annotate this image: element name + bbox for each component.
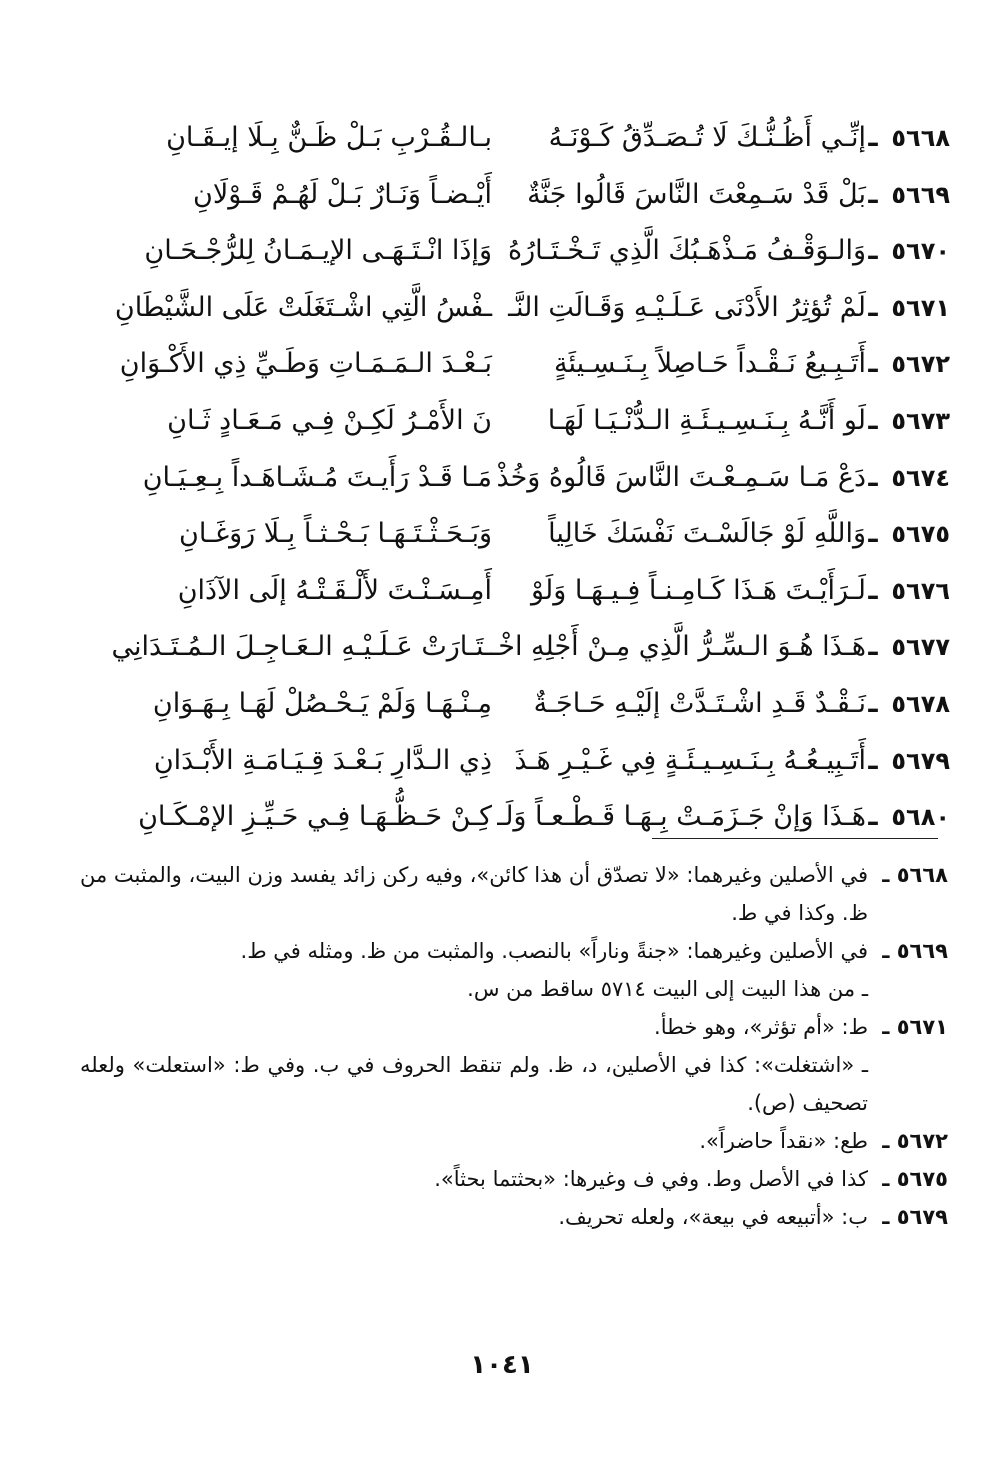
verse-number: ٥٦٧٠ xyxy=(891,237,950,266)
second-hemistich: وَبَـحَـثْـتَـهَـا بَـحْـثـاً بِـلَا رَوَغَـانِ xyxy=(179,518,492,550)
verse-separator: ـ xyxy=(868,574,878,606)
second-hemistich: مَـا قَـدْ رَأَيـتَ مُـشَـاهَـداً بِـعِـيَـانِ xyxy=(142,461,492,493)
footnote xyxy=(80,1122,948,1160)
footnote xyxy=(80,856,948,932)
footnote-number: ٥٦٧٢ ـ xyxy=(882,1129,948,1153)
verse-line xyxy=(70,344,950,401)
second-hemistich: بَـعْـدَ الـمَـمَـاتِ وَطَـيِّ ذِي الأَكْـوَانِ xyxy=(119,348,492,380)
verse-number: ٥٦٧٣ xyxy=(891,406,950,435)
verse-number: ٥٦٦٩ xyxy=(891,180,950,209)
verse-separator: ـ xyxy=(868,518,878,550)
first-hemistich: بَلْ قَدْ سَـمِعْتَ النَّاسَ قَالُوا جَنَّةٌ xyxy=(527,178,866,210)
second-hemistich: ذِي الـدَّارِ بَـعْـدَ قِـيَـامَـةِ الأَبْـدَانِ xyxy=(153,744,492,776)
verse-line xyxy=(70,118,950,175)
verse-number: ٥٦٨٠ xyxy=(891,803,950,832)
verse-separator: ـ xyxy=(868,631,878,663)
verse-separator: ـ xyxy=(868,348,878,380)
verse-separator: ـ xyxy=(868,687,878,719)
verse-line xyxy=(70,514,950,571)
second-hemistich: أَمِـسَـنْـتَ لأَلْـقَـتْـهُ إلَى الآذَانِ xyxy=(177,574,492,606)
footnote-text: ط: «أم تؤثر»، وهو خطأ. xyxy=(654,1015,868,1039)
verse-block xyxy=(70,118,950,854)
footnote-text: ـ «اشتغلت»: كذا في الأصلين، د، ظ. ولم تنقط الحروف في ب. وفي ط: «استعلت» ولعله تصحيف (ص). xyxy=(80,1053,868,1115)
verse-line xyxy=(70,797,950,854)
verse-line xyxy=(70,175,950,232)
footnote-divider xyxy=(652,838,938,839)
second-hemistich: وَإذَا انْـتَـهَـى الإيـمَـانُ لِلرُّجْـحَـانِ xyxy=(144,235,492,267)
first-hemistich: لَمْ تُؤثِرُ الأَدْنَى عَـلَـيْـهِ وَقَـالَتِ النَّـ xyxy=(508,291,866,323)
verse-line xyxy=(70,401,950,458)
first-hemistich: لَـرَأَيْـتَ هَـذَا كَـامِـنـاً فِـيـهَـا وَلَوْ xyxy=(531,574,866,606)
verse-separator: ـ xyxy=(868,801,878,833)
second-hemistich: نَ الأَمْـرُ لَكِـنْ فِـي مَـعَـادٍ ثَـانِ xyxy=(167,404,492,436)
first-hemistich: أَتَـبِـيعُ نَـقْـداً حَـاصِلاً بِـنَـسِـيئَةٍ xyxy=(553,348,866,380)
verse-number: ٥٦٧٨ xyxy=(891,689,950,718)
verse-separator: ـ xyxy=(868,178,878,210)
verse-line xyxy=(70,741,950,798)
verse-number: ٥٦٦٨ xyxy=(891,124,950,152)
verse-number: ٥٦٧٩ xyxy=(891,746,950,775)
verse-line xyxy=(70,458,950,515)
footnote xyxy=(80,932,948,970)
footnote-text: في الأصلين وغيرهما: «لا تصدّق أن هذا كائن»، وفيه ركن زائد يفسد وزن البيت، والمثبت من ظ. وكذا في ط. xyxy=(80,863,868,925)
first-hemistich: هَـذَا هُـوَ الـسِّـرُّ الَّذِي مِـنْ أَجْلِهِ اخْـ xyxy=(490,631,866,663)
verse-separator: ـ xyxy=(868,122,878,153)
second-hemistich: كِـنْ حَـظُّـهَـا فِـي حَـيِّـزِ الإمْـكَـانِ xyxy=(138,801,492,833)
verse-separator: ـ xyxy=(868,235,878,267)
verse-line xyxy=(70,231,950,288)
verse-line xyxy=(70,571,950,628)
verse-separator: ـ xyxy=(868,291,878,323)
second-hemistich: ـفْسُ الَّتِي اشْـتَغَلَتْ عَلَى الشَّيْطَانِ xyxy=(114,291,492,323)
verse-number: ٥٦٧٢ xyxy=(891,350,950,379)
footnote-number: ٥٦٧١ ـ xyxy=(882,1015,948,1039)
footnote xyxy=(80,1008,948,1046)
verse-separator: ـ xyxy=(868,744,878,776)
footnote-text: كذا في الأصل وط. وفي ف وغيرها: «بحثتما بحثاً». xyxy=(434,1167,868,1191)
first-hemistich: لَو أَنَّـهُ بِـنَـسِـيـئَـةِ الـدُّنْـيَـا لَهَـا xyxy=(547,404,866,436)
footnote-text: ـ من هذا البيت إلى البيت ٥٧١٤ ساقط من س. xyxy=(467,977,868,1001)
footnote-number: ٥٦٧٥ ـ xyxy=(882,1167,948,1191)
verse-number: ٥٦٧٧ xyxy=(891,633,950,662)
verse-line xyxy=(70,627,950,684)
first-hemistich: وَاللَّهِ لَوْ جَالَسْـتَ نَفْسَكَ خَالِياً xyxy=(548,518,866,550)
verse-number: ٥٦٧٥ xyxy=(891,520,950,549)
verse-separator: ـ xyxy=(868,461,878,493)
footnotes xyxy=(80,856,948,1236)
second-hemistich: أَيْـضـاً وَنَـارٌ بَـلْ لَهُـمْ قَـوْلَانِ xyxy=(193,178,492,210)
first-hemistich: وَالـوَقْـفُ مَـذْهَـبُكَ الَّذِي تَـخْـتَـارُهُ xyxy=(507,235,866,267)
footnote-text: ب: «أتبيعه في بيعة»، ولعله تحريف. xyxy=(558,1205,868,1229)
second-hemistich: بـالـقُـرْبِ بَـلْ ظَـنٌّ بِـلَا إيـقَـانِ xyxy=(166,122,492,153)
first-hemistich: نَـقْـدٌ قَـدِ اشْـتَـدَّتْ إلَيْـهِ حَـاجَـةٌ xyxy=(533,687,866,719)
verse-line xyxy=(70,684,950,741)
footnote-number: ٥٦٦٨ ـ xyxy=(882,863,948,887)
verse-number: ٥٦٧٦ xyxy=(891,576,950,605)
page-number: ١٠٤١ xyxy=(470,1350,534,1380)
footnote xyxy=(80,1198,948,1236)
first-hemistich: إنِّـي أَظُـنُّـكَ لَا تُـصَـدِّقُ كَـوْنَـهُ xyxy=(548,122,866,153)
first-hemistich: هَـذَا وَإنْ جَـزَمَـتْ بِـهَـا قَـطْـعـاً وَلَـ xyxy=(497,801,866,833)
footnote-number: ٥٦٧٩ ـ xyxy=(882,1205,948,1229)
verse-number: ٥٦٧١ xyxy=(891,293,950,322)
first-hemistich: أَتَـبِيـعُـهُ بِـنَـسِـيـئَـةٍ فِي غَـيْـرِ هَـذَ xyxy=(514,744,866,776)
verse-line xyxy=(70,288,950,345)
footnote xyxy=(80,970,948,1008)
verse-separator: ـ xyxy=(868,404,878,436)
first-hemistich: دَعْ مَـا سَـمِـعْـتَ النَّاسَ قَالُوهُ وَخُذْ xyxy=(496,461,866,493)
footnote-text: في الأصلين وغيرهما: «جنةً وناراً» بالنصب. والمثبت من ظ. ومثله في ط. xyxy=(240,939,868,963)
second-hemistich: مِـنْـهَـا وَلَمْ يَـحْـصُلْ لَهَـا بِـهَـوَانِ xyxy=(152,687,492,719)
footnote-number: ٥٦٦٩ ـ xyxy=(882,939,948,963)
footnote-text: طع: «نقداً حاضراً». xyxy=(699,1129,868,1153)
footnote xyxy=(80,1046,948,1122)
footnote xyxy=(80,1160,948,1198)
verse-number: ٥٦٧٤ xyxy=(891,463,950,492)
second-hemistich: ـتَـارَتْ عَـلَـيْـهِ الـعَـاجِـلَ الـمُـتَـدَانِي xyxy=(111,631,492,663)
